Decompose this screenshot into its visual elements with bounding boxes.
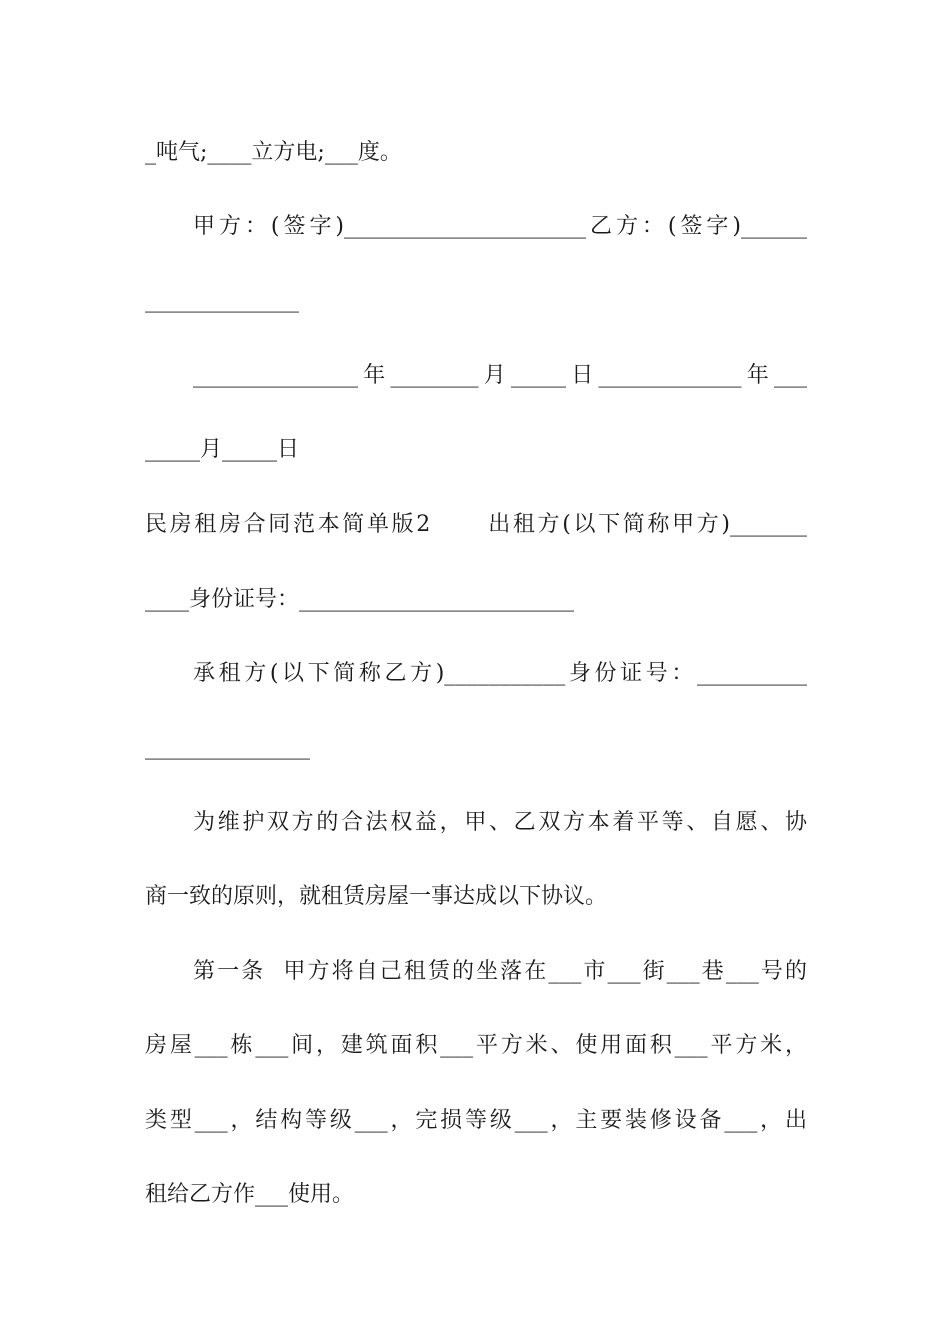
lessee-id-line-continued: _______________ xyxy=(145,735,310,760)
date-line: _______________年________月_____日_____________年___ xyxy=(193,363,807,388)
lessee-line: 承租方(以下简称乙方)___________身份证号：__________ xyxy=(193,661,807,686)
preamble-line-1: 为维护双方的合法权益，甲、乙双方本着平等、自愿、协 xyxy=(193,810,807,835)
lessor-id-line: ____身份证号：_________________________ xyxy=(145,587,575,612)
article-1-line-2: 房屋___栋___间，建筑面积___平方米、使用面积___平方米， xyxy=(145,1033,807,1058)
utility-readings-line: _吨气;____立方电;___度。 xyxy=(145,140,402,165)
article-1-line-4: 租给乙方作___使用。 xyxy=(145,1182,355,1207)
preamble-line-2: 商一致的原则，就租赁房屋一事达成以下协议。 xyxy=(145,884,608,909)
article-1-line-1: 第一条 甲方将自己租赁的坐落在___市___街___巷___号的 xyxy=(193,959,807,984)
signature-line-continued: ______________ xyxy=(145,288,299,313)
signature-line: 甲方：(签字)______________________乙方：(签字)______ xyxy=(193,214,807,239)
date-line-continued: _____月_____日 xyxy=(145,437,300,462)
contract-title-lessor-line: 民房租房合同范本简单版2 出租方(以下简称甲方)_______ xyxy=(145,512,807,537)
article-1-line-3: 类型___，结构等级___，完损等级___，主要装修设备___，出 xyxy=(145,1108,807,1133)
